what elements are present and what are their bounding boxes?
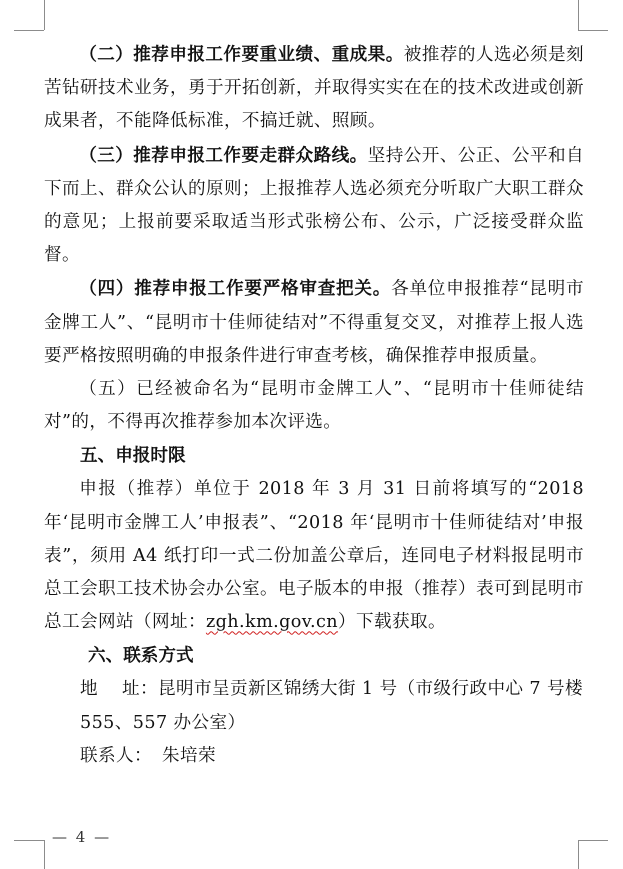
paragraph-2-title: （二）推荐申报工作要重业绩、重成果。	[79, 44, 404, 65]
paragraph-2-body: 被推荐的人选必须是刻苦钻研技术业务，勇于开拓创新，并取得实实在在的技术改进或创新成果者，不能降低标准，不搞迁就、照顾。	[44, 45, 584, 132]
crop-mark-top-left-h	[14, 30, 44, 31]
crop-mark-bottom-left-v	[44, 840, 45, 869]
website-url[interactable]: zgh.km.gov.cn	[205, 612, 339, 633]
crop-mark-bottom-right-h	[578, 840, 608, 841]
section-5-heading: 五、申报时限	[80, 446, 186, 467]
crop-mark-bottom-right-v	[578, 840, 579, 869]
crop-mark-top-right-v	[578, 0, 579, 30]
crop-mark-top-right-h	[578, 30, 608, 31]
page-number: — 4 —	[52, 828, 112, 846]
document-page	[44, 38, 584, 773]
address-value: 昆明市呈贡新区锦绣大街 1 号（市级行政中心 7 号楼 555、557 办公室）	[80, 679, 583, 733]
address-line	[44, 673, 584, 739]
contact-value: 朱培荣	[161, 745, 216, 766]
contact-label: 联系人：	[80, 745, 152, 766]
paragraph-3	[44, 139, 584, 273]
paragraph-2	[44, 38, 584, 139]
crop-mark-bottom-left-h	[14, 840, 44, 841]
section-5-body-before: 申报（推荐）单位于 2018 年 3 月 31 日前将填写的“2018 年‘昆明市金牌工人’申报表”、“2018 年‘昆明市十佳师徒结对’申报表”，须用 A4 纸打印一式二份加盖公章后，连同电子材料报昆明市总工会职工技术协会办公室。电子版本的申报（推荐）表可到昆明市总工会网站（网址：	[44, 479, 584, 633]
paragraph-4	[44, 272, 584, 373]
paragraph-4-body: 各单位申报推荐“昆明市金牌工人”、“昆明市十佳师徒结对”不得重复交叉，对推荐上报人选要严格按照明确的申报条件进行审查考核，确保推荐申报质量。	[44, 279, 584, 366]
section-5-body-after: ）下载获取。	[338, 612, 446, 633]
crop-mark-top-left-v	[44, 0, 45, 30]
paragraph-5	[44, 373, 584, 439]
paragraph-3-title: （三）推荐申报工作要走群众路线。	[79, 144, 368, 166]
paragraph-4-title: （四）推荐申报工作要严格审查把关。	[79, 278, 392, 300]
paragraph-3-body: 坚持公开、公正、公平和自下而上、群众公认的原则；上报推荐人选必须充分听取广大职工群众的意见；上报前要采取适当形式张榜公布、公示，广泛接受群众监督。	[44, 145, 584, 266]
paragraph-5-text: （五）已经被命名为“昆明市金牌工人”、“昆明市十佳师徒结对”的，不得再次推荐参加本次评选。	[44, 379, 584, 433]
contact-line	[44, 740, 584, 773]
section-6-heading: 六、联系方式	[88, 646, 194, 667]
section-5-body	[44, 473, 584, 639]
address-label: 地 址：	[80, 679, 158, 700]
